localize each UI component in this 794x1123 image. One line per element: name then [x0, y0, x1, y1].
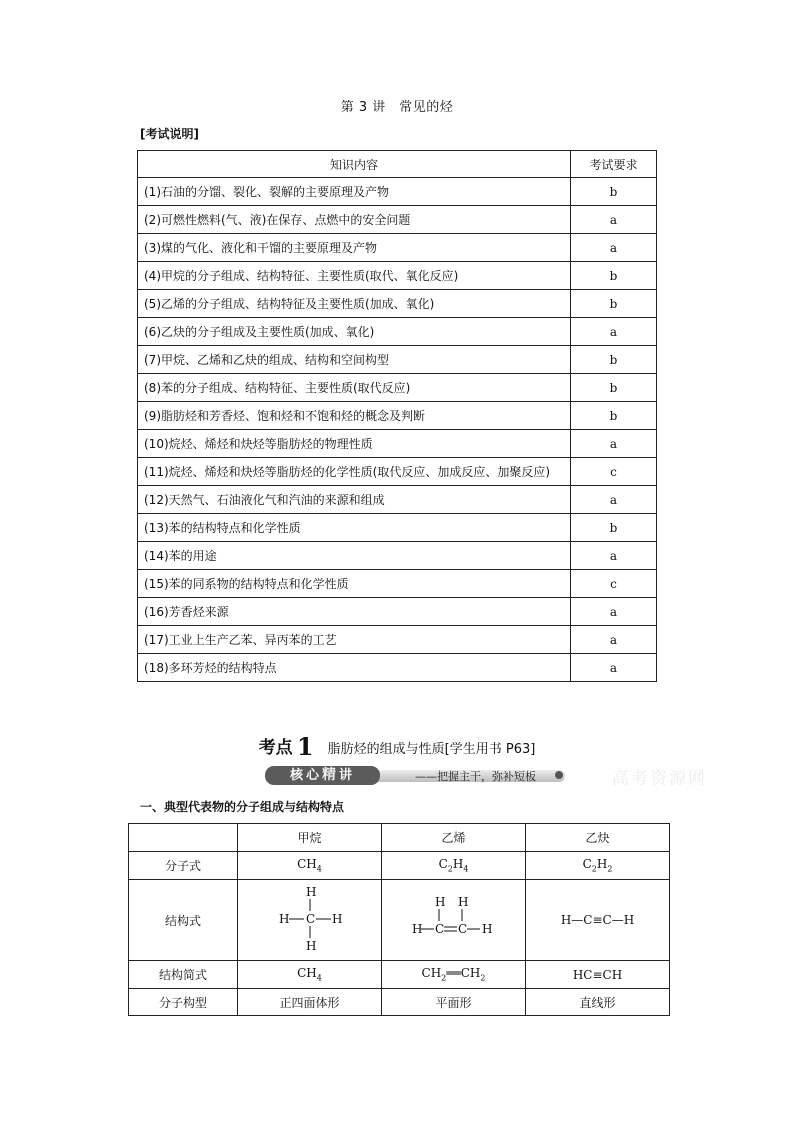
- subsection-title: 一、典型代表物的分子组成与结构特点: [140, 800, 345, 814]
- row-label-condensed-formula: 结构简式: [129, 961, 238, 989]
- syllabus-row: [138, 402, 657, 430]
- mf-methane-base: CH: [297, 857, 317, 872]
- ethylene-geometry: 平面形: [382, 989, 526, 1016]
- column-ethylene: 乙烯: [382, 824, 526, 852]
- mf-acetylene-p1: C: [582, 857, 592, 872]
- molecular-formula-row: [129, 852, 670, 880]
- row-label-structural-formula: 结构式: [129, 880, 238, 961]
- structure-header-row: [129, 824, 670, 852]
- syllabus-requirement: c: [571, 458, 657, 486]
- syllabus-requirement: a: [571, 626, 657, 654]
- syllabus-item: (10)烷烃、烯烃和炔烃等脂肪烃的物理性质: [138, 430, 571, 458]
- syllabus-item: (16)芳香烃来源: [138, 598, 571, 626]
- syllabus-row: [138, 570, 657, 598]
- header-blank: [129, 824, 238, 852]
- column-methane: 甲烷: [238, 824, 382, 852]
- syllabus-requirement: a: [571, 318, 657, 346]
- syllabus-row: [138, 178, 657, 206]
- mf-ethylene-s1: 2: [447, 864, 453, 874]
- syllabus-requirement: b: [571, 374, 657, 402]
- acetylene-geometry: 直线形: [526, 989, 670, 1016]
- mf-ethylene-p2: H: [452, 857, 464, 872]
- syllabus-header-row: [138, 151, 657, 178]
- cf-ethylene-s1: 2: [441, 973, 447, 983]
- methane-h-right: H: [331, 911, 342, 926]
- methane-condensed-formula: [238, 961, 382, 989]
- syllabus-requirement: b: [571, 262, 657, 290]
- geometry-row: [129, 989, 670, 1016]
- syllabus-row: [138, 654, 657, 682]
- bullet-dot-icon: [555, 771, 563, 779]
- acetylene-structural-formula: H—C≡C—H: [526, 880, 670, 961]
- acetylene-molecular-formula: [526, 852, 670, 880]
- syllabus-item: (2)可燃性燃料(气、液)在保存、点燃中的安全问题: [138, 206, 571, 234]
- syllabus-row: [138, 374, 657, 402]
- lecture-title: 第 3 讲 常见的烃: [340, 100, 454, 115]
- methane-structure-diagram: [275, 883, 345, 955]
- cf-ethylene-p2: CH: [460, 966, 481, 981]
- cf-ethylene-s2: 2: [480, 973, 486, 983]
- syllabus-row: [138, 542, 657, 570]
- syllabus-requirement: b: [571, 514, 657, 542]
- syllabus-row: [138, 514, 657, 542]
- row-label-molecular-formula: 分子式: [129, 852, 238, 880]
- syllabus-row: [138, 458, 657, 486]
- banner-tag: [265, 766, 380, 785]
- syllabus-row: [138, 430, 657, 458]
- syllabus-row: [138, 262, 657, 290]
- syllabus-requirement: a: [571, 234, 657, 262]
- syllabus-item: (17)工业上生产乙苯、异丙苯的工艺: [138, 626, 571, 654]
- banner-tag-prefix: 核心: [289, 768, 322, 783]
- syllabus-row: [138, 486, 657, 514]
- section-number: 1: [296, 732, 314, 761]
- section-title: 脂肪烃的组成与性质[学生用书 P63]: [327, 742, 536, 757]
- banner-tag-highlight: 精: [322, 767, 339, 783]
- syllabus-requirement: b: [571, 178, 657, 206]
- header-requirement: 考试要求: [571, 151, 657, 178]
- syllabus-item: (18)多环芳烃的结构特点: [138, 654, 571, 682]
- methane-h-bottom: H: [305, 938, 316, 953]
- methane-geometry: 正四面体形: [238, 989, 382, 1016]
- cf-ethylene-p1: CH: [421, 966, 442, 981]
- column-acetylene: 乙炔: [526, 824, 670, 852]
- methane-c: C: [305, 911, 315, 926]
- mf-ethylene-p1: C: [438, 857, 448, 872]
- exam-notes-label: [考试说明]: [140, 127, 199, 141]
- methane-structural-formula: [238, 880, 382, 961]
- methane-molecular-formula: [238, 852, 382, 880]
- banner-slogan: ——把握主干，弥补短板: [415, 770, 536, 783]
- structural-formula-row: [129, 880, 670, 961]
- cf-methane-base: CH: [297, 966, 317, 981]
- syllabus-requirement: a: [571, 486, 657, 514]
- methane-h-top: H: [305, 884, 316, 899]
- mf-acetylene-s2: 2: [607, 864, 613, 874]
- syllabus-item: (6)乙炔的分子组成及主要性质(加成、氧化): [138, 318, 571, 346]
- syllabus-item: (11)烷烃、烯烃和炔烃等脂肪烃的化学性质(取代反应、加成反应、加聚反应): [138, 458, 571, 486]
- syllabus-item: (3)煤的气化、液化和干馏的主要原理及产物: [138, 234, 571, 262]
- mf-methane-sub: 4: [316, 864, 322, 874]
- header-knowledge: 知识内容: [138, 151, 571, 178]
- syllabus-requirement: a: [571, 430, 657, 458]
- ethylene-h-right: H: [481, 921, 492, 936]
- row-label-geometry: 分子构型: [129, 989, 238, 1016]
- syllabus-row: [138, 346, 657, 374]
- syllabus-requirement: c: [571, 570, 657, 598]
- acetylene-condensed-formula: HC≡CH: [526, 961, 670, 989]
- mf-acetylene-p2: H: [596, 857, 608, 872]
- ethylene-c-left: C: [434, 921, 444, 936]
- syllabus-item: (14)苯的用途: [138, 542, 571, 570]
- syllabus-row: [138, 626, 657, 654]
- ethylene-condensed-formula: [382, 961, 526, 989]
- syllabus-row: [138, 290, 657, 318]
- ethylene-structural-formula: [382, 880, 526, 961]
- syllabus-requirement: a: [571, 542, 657, 570]
- ethylene-h-top-right: H: [457, 894, 468, 909]
- syllabus-table: [137, 150, 657, 682]
- mf-ethylene-s2: 4: [463, 864, 469, 874]
- syllabus-requirement: a: [571, 598, 657, 626]
- section-heading: [0, 732, 794, 761]
- syllabus-row: [138, 598, 657, 626]
- syllabus-requirement: b: [571, 346, 657, 374]
- syllabus-row: [138, 318, 657, 346]
- cf-methane-sub: 4: [316, 973, 322, 983]
- condensed-formula-row: [129, 961, 670, 989]
- syllabus-requirement: b: [571, 290, 657, 318]
- syllabus-item: (9)脂肪烃和芳香烃、饱和烃和不饱和烃的概念及判断: [138, 402, 571, 430]
- ethylene-molecular-formula: [382, 852, 526, 880]
- syllabus-requirement: b: [571, 402, 657, 430]
- syllabus-row: [138, 234, 657, 262]
- syllabus-item: (5)乙烯的分子组成、结构特征及主要性质(加成、氧化): [138, 290, 571, 318]
- syllabus-item: (13)苯的结构特点和化学性质: [138, 514, 571, 542]
- syllabus-body: [138, 178, 657, 682]
- syllabus-item: (1)石油的分馏、裂化、裂解的主要原理及产物: [138, 178, 571, 206]
- cf-ethylene-mid: ══: [446, 966, 461, 981]
- mf-acetylene-s1: 2: [591, 864, 597, 874]
- syllabus-item: (12)天然气、石油液化气和汽油的来源和组成: [138, 486, 571, 514]
- syllabus-item: (7)甲烷、乙烯和乙炔的组成、结构和空间构型: [138, 346, 571, 374]
- core-lecture-banner: [265, 766, 567, 785]
- syllabus-requirement: a: [571, 654, 657, 682]
- ethylene-h-top-left: H: [434, 894, 445, 909]
- ethylene-h-left: H: [411, 921, 422, 936]
- ethylene-c-right: C: [457, 921, 467, 936]
- syllabus-item: (15)苯的同系物的结构特点和化学性质: [138, 570, 571, 598]
- methane-h-left: H: [278, 911, 289, 926]
- ethylene-structure-diagram: [409, 894, 499, 944]
- syllabus-requirement: a: [571, 206, 657, 234]
- syllabus-row: [138, 206, 657, 234]
- syllabus-item: (8)苯的分子组成、结构特征、主要性质(取代反应): [138, 374, 571, 402]
- structure-table: [128, 823, 670, 1016]
- section-label: 考点: [258, 738, 293, 758]
- banner-tag-suffix: 讲: [339, 768, 356, 783]
- syllabus-item: (4)甲烷的分子组成、结构特征、主要性质(取代、氧化反应): [138, 262, 571, 290]
- watermark: 高考资源网: [612, 769, 707, 789]
